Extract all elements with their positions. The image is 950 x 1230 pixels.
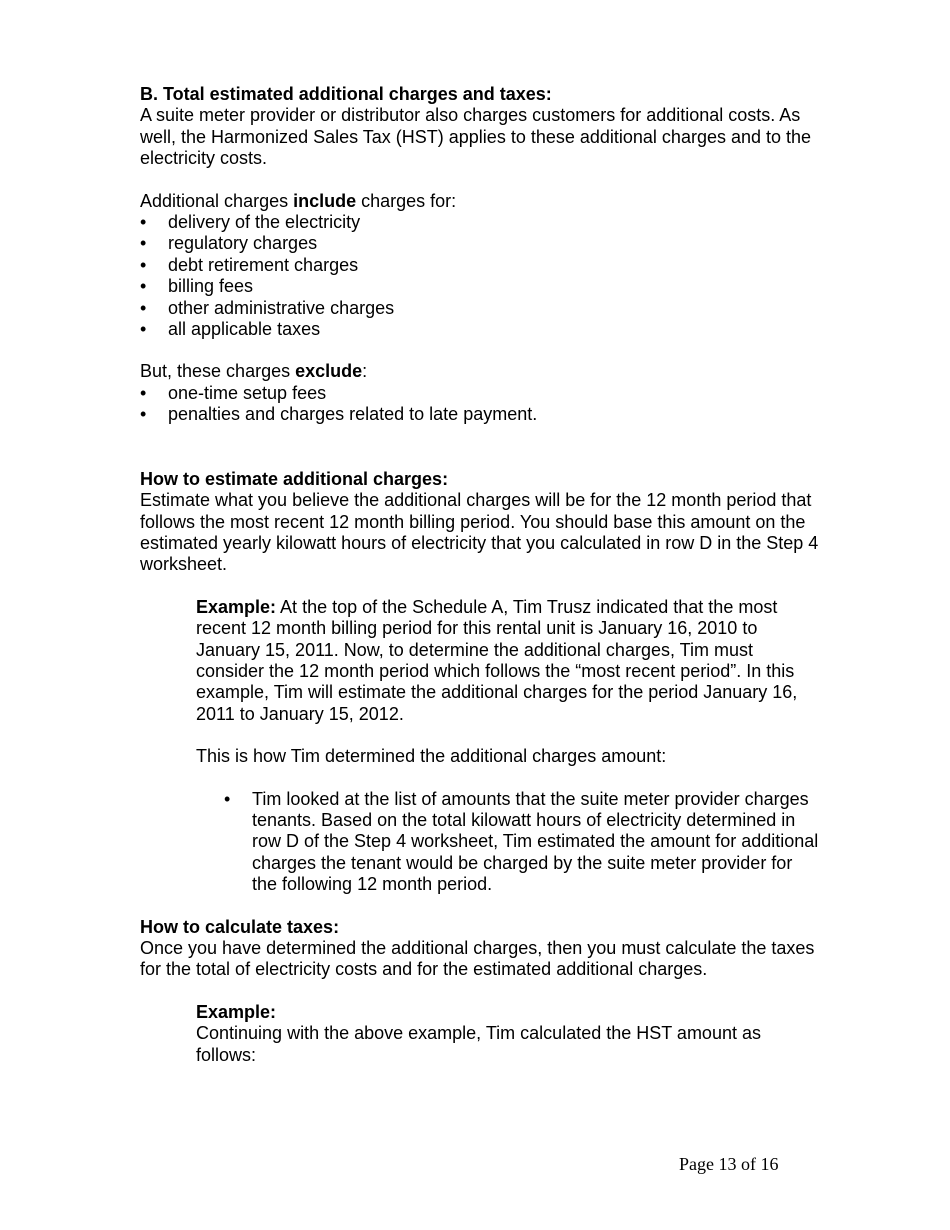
estimate-example-block (196, 597, 820, 896)
determined-list (224, 789, 820, 896)
taxes-example-text: Continuing with the above example, Tim calculated the HST amount as follows: (196, 1023, 761, 1065)
taxes-heading: How to calculate taxes: (140, 916, 340, 937)
include-intro (140, 191, 820, 212)
how-determined: This is how Tim determined the additional charges amount: (196, 746, 667, 767)
include-list (140, 212, 820, 340)
taxes-example-label: Example: (196, 1001, 277, 1022)
section-b-intro: A suite meter provider or distributor also charges customers for additional costs. As well, the Harmonized Sales Tax (HST) applies to these additional charges and to the electricity costs. (140, 105, 812, 169)
exclude-list (140, 383, 820, 426)
exclude-intro (140, 361, 820, 382)
list-item: • debt retirement charges (140, 255, 820, 276)
page-number: Page 13 of 16 (679, 1154, 779, 1174)
exclude-prefix: But, these charges (140, 361, 296, 382)
include-suffix: charges for: (356, 190, 457, 211)
document-page (140, 84, 820, 1066)
list-item: • penalties and charges related to late payment. (140, 404, 820, 425)
estimate-body: Estimate what you believe the additional charges will be for the 12 month period that follows the most recent 12 month billing period. You should base this amount on the estimated yearly kilowatt hours of electricity that you calculated in row D in the Step 4 worksheet. (140, 490, 819, 575)
example-label: Example: (196, 596, 277, 617)
list-item: • delivery of the electricity (140, 212, 820, 233)
estimate-example (196, 597, 820, 725)
exclude-suffix: : (362, 361, 368, 382)
example-text: At the top of the Schedule A, Tim Trusz indicated that the most recent 12 month billing period for this rental unit is January 16, 2010 to January 15, 2011. Now, to determine the additional charges, Tim must consider the 12 month period which follows the “most recent period”. In this example, Tim will estimate the additional charges for the period January 16, 2011 to January 15, 2012. (196, 596, 798, 724)
estimate-heading: How to estimate additional charges: (140, 468, 449, 489)
include-prefix: Additional charges (140, 190, 294, 211)
list-item: • regulatory charges (140, 233, 820, 254)
list-item: • other administrative charges (140, 298, 820, 319)
list-item: • one-time setup fees (140, 383, 820, 404)
exclude-bold: exclude (295, 361, 363, 382)
taxes-body: Once you have determined the additional charges, then you must calculate the taxes for the total of electricity costs and for the estimated additional charges. (140, 938, 815, 980)
include-bold: include (293, 190, 357, 211)
section-b-heading: B. Total estimated additional charges and taxes: (140, 84, 552, 104)
list-item: • billing fees (140, 276, 820, 297)
list-item: • Tim looked at the list of amounts that the suite meter provider charges tenants. Based on the total kilowatt hours of electricity determined in row D of the Step 4 worksheet, Tim estimated the amount for additional charges the tenant would be charged by the suite meter provider for the following 12 month period. (224, 789, 820, 896)
list-item: • all applicable taxes (140, 319, 820, 340)
taxes-example-block (196, 1002, 820, 1066)
